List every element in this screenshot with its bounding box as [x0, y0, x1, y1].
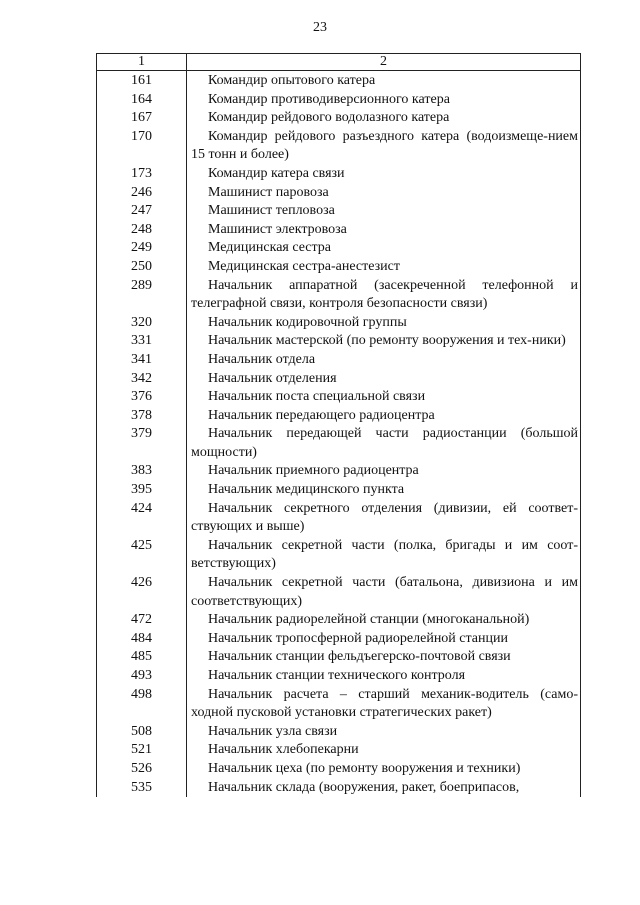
position-title: Начальник тропосферной радиорелейной станции: [187, 630, 581, 649]
table-row: [97, 611, 581, 630]
position-code: 376: [97, 388, 187, 407]
table-row: [97, 779, 581, 798]
position-code: 250: [97, 258, 187, 277]
table-row: [97, 184, 581, 203]
position-code: 424: [97, 500, 187, 537]
position-title: Командир рейдового водолазного катера: [187, 109, 581, 128]
position-title: Начальник кодировочной группы: [187, 314, 581, 333]
position-title: Командир опытового катера: [187, 71, 581, 91]
header-row: [97, 54, 581, 71]
table-row: [97, 500, 581, 537]
position-title: Начальник поста специальной связи: [187, 388, 581, 407]
table-row: [97, 202, 581, 221]
position-title: Начальник передающей части радиостанции (большой мощности): [187, 425, 581, 462]
position-code: 426: [97, 574, 187, 611]
table-row: [97, 425, 581, 462]
position-code: 249: [97, 239, 187, 258]
table-row: [97, 351, 581, 370]
position-title: Начальник аппаратной (засекреченной телефонной и телеграфной связи, контроля безопасности связи): [187, 277, 581, 314]
position-code: 379: [97, 425, 187, 462]
position-code: 173: [97, 165, 187, 184]
position-code: 378: [97, 407, 187, 426]
table-row: [97, 723, 581, 742]
positions-table: [96, 53, 581, 797]
position-code: 493: [97, 667, 187, 686]
table-row: [97, 648, 581, 667]
position-title: Начальник узла связи: [187, 723, 581, 742]
table-row: [97, 239, 581, 258]
position-code: 342: [97, 370, 187, 389]
position-title: Начальник секретной части (полка, бригады и им соот-ветствующих): [187, 537, 581, 574]
table-row: [97, 462, 581, 481]
table-header: [97, 54, 581, 71]
position-title: Командир рейдового разъездного катера (водоизмеще-нием 15 тонн и более): [187, 128, 581, 165]
position-title: Машинист тепловоза: [187, 202, 581, 221]
position-title: Начальник передающего радиоцентра: [187, 407, 581, 426]
position-title: Начальник секретной части (батальона, дивизиона и им соответствующих): [187, 574, 581, 611]
position-code: 248: [97, 221, 187, 240]
position-title: Командир катера связи: [187, 165, 581, 184]
position-title: Начальник мастерской (по ремонту вооружения и тех-ники): [187, 332, 581, 351]
position-code: 246: [97, 184, 187, 203]
table-row: [97, 388, 581, 407]
table-row: [97, 407, 581, 426]
table-row: [97, 741, 581, 760]
position-code: 425: [97, 537, 187, 574]
table-row: [97, 574, 581, 611]
table-row: [97, 537, 581, 574]
position-code: 395: [97, 481, 187, 500]
table-row: [97, 258, 581, 277]
position-code: 170: [97, 128, 187, 165]
position-code: 526: [97, 760, 187, 779]
table-row: [97, 481, 581, 500]
position-title: Начальник хлебопекарни: [187, 741, 581, 760]
position-title: Начальник склада (вооружения, ракет, боеприпасов,: [187, 779, 581, 798]
table-row: [97, 71, 581, 91]
table-row: [97, 760, 581, 779]
column-header-code: 1: [97, 54, 187, 71]
position-title: Начальник отдела: [187, 351, 581, 370]
position-code: 161: [97, 71, 187, 91]
table-row: [97, 314, 581, 333]
position-code: 535: [97, 779, 187, 798]
position-title: Машинист паровоза: [187, 184, 581, 203]
position-code: 164: [97, 91, 187, 110]
position-title: Начальник станции технического контроля: [187, 667, 581, 686]
position-title: Начальник станции фельдъегерско-почтовой связи: [187, 648, 581, 667]
position-code: 383: [97, 462, 187, 481]
position-code: 247: [97, 202, 187, 221]
table-row: [97, 128, 581, 165]
table-row: [97, 109, 581, 128]
position-title: Начальник расчета – старший механик-водитель (само-ходной пусковой установки стратегических ракет): [187, 686, 581, 723]
table-body: [97, 71, 581, 798]
position-title: Командир противодиверсионного катера: [187, 91, 581, 110]
position-code: 498: [97, 686, 187, 723]
position-title: Медицинская сестра: [187, 239, 581, 258]
table-row: [97, 686, 581, 723]
position-code: 167: [97, 109, 187, 128]
position-title: Начальник цеха (по ремонту вооружения и техники): [187, 760, 581, 779]
page-number: 23: [313, 20, 327, 35]
table-row: [97, 667, 581, 686]
position-code: 331: [97, 332, 187, 351]
table-row: [97, 277, 581, 314]
position-title: Машинист электровоза: [187, 221, 581, 240]
table-row: [97, 165, 581, 184]
position-code: 320: [97, 314, 187, 333]
table-row: [97, 332, 581, 351]
position-title: Медицинская сестра-анестезист: [187, 258, 581, 277]
position-code: 508: [97, 723, 187, 742]
table-row: [97, 370, 581, 389]
position-code: 289: [97, 277, 187, 314]
position-code: 485: [97, 648, 187, 667]
position-title: Начальник приемного радиоцентра: [187, 462, 581, 481]
position-code: 521: [97, 741, 187, 760]
position-title: Начальник отделения: [187, 370, 581, 389]
table-row: [97, 630, 581, 649]
position-title: Начальник медицинского пункта: [187, 481, 581, 500]
position-code: 484: [97, 630, 187, 649]
position-code: 472: [97, 611, 187, 630]
position-title: Начальник радиорелейной станции (многоканальной): [187, 611, 581, 630]
table-row: [97, 91, 581, 110]
position-title: Начальник секретного отделения (дивизии, ей соответ-ствующих и выше): [187, 500, 581, 537]
column-header-title: 2: [187, 54, 581, 71]
position-code: 341: [97, 351, 187, 370]
table-row: [97, 221, 581, 240]
